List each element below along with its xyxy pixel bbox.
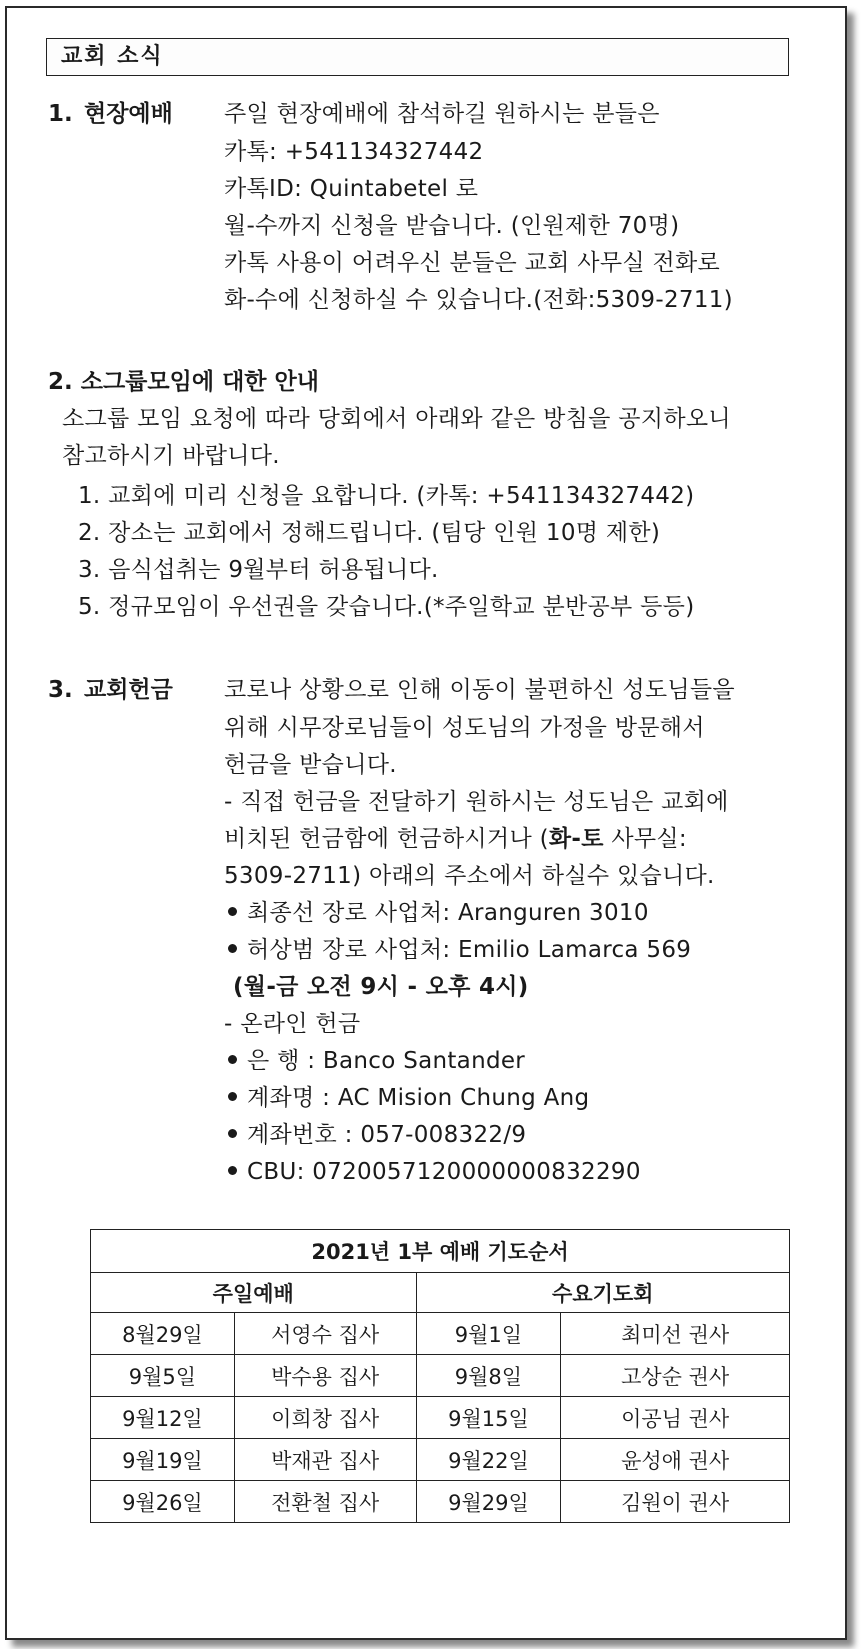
s3-bank: 은 행 : Banco Santander — [224, 1046, 525, 1076]
wednesday-leader: 최미선 권사 — [561, 1313, 790, 1355]
s3-line-5-post: 사무실: — [603, 826, 687, 852]
sunday-date: 9월12일 — [91, 1397, 235, 1439]
s3-account-name: 계좌명 : AC Mision Chung Ang — [224, 1083, 589, 1113]
s3-line-4: - 직접 헌금을 전달하기 원하시는 성도님은 교회에 — [224, 789, 729, 815]
prayer-schedule-table — [90, 1229, 790, 1523]
s1-number: 1. — [48, 101, 73, 127]
bullet-icon — [228, 944, 237, 953]
s1-line-3: 카톡ID: Quintabetel 로 — [224, 176, 479, 202]
s3-account-no: 계좌번호 : 057-008322/9 — [224, 1120, 526, 1150]
wednesday-leader: 이공님 권사 — [561, 1397, 790, 1439]
wednesday-date: 9월29일 — [416, 1481, 561, 1523]
s1-line-6: 화-수에 신청하실 수 있습니다.(전화:5309-2711) — [224, 287, 733, 313]
sunday-date: 8월29일 — [91, 1313, 235, 1355]
s1-heading: 현장예배 — [84, 101, 173, 127]
s2-item-3: 3. 음식섭취는 9월부터 허용됩니다. — [78, 557, 439, 583]
bullet-icon — [228, 1166, 237, 1175]
s3-line-1: 코로나 상황으로 인해 이동이 불편하신 성도님들을 — [224, 677, 735, 703]
s2-item-4: 5. 정규모임이 우선권을 갖습니다.(*주일학교 분반공부 등등) — [78, 594, 695, 620]
wednesday-date: 9월22일 — [416, 1439, 561, 1481]
table-row — [91, 1355, 790, 1397]
sunday-service-header: 주일예배 — [91, 1273, 417, 1313]
s3-line-5-pre: 비치된 헌금함에 헌금하시거나 ( — [224, 826, 549, 852]
s1-line-5: 카톡 사용이 어려우신 분들은 교회 사무실 전화로 — [224, 250, 721, 276]
sunday-leader: 이희창 집사 — [234, 1397, 416, 1439]
bullet-icon — [228, 1092, 237, 1101]
bullet-icon — [228, 1055, 237, 1064]
s2-item-1: 1. 교회에 미리 신청을 요합니다. (카톡: +541134327442) — [78, 483, 695, 509]
sunday-leader: 서영수 집사 — [234, 1313, 416, 1355]
s3-elder-2: 허상범 장로 사업처: Emilio Lamarca 569 — [224, 935, 691, 965]
wednesday-date: 9월15일 — [416, 1397, 561, 1439]
s1-line-1: 주일 현장예배에 참석하길 원하시는 분들은 — [224, 101, 660, 127]
s1-line-4: 월-수까지 신청을 받습니다. (인원제한 70명) — [224, 213, 680, 239]
s2-item-2: 2. 장소는 교회에서 정해드립니다. (팀당 인원 10명 제한) — [78, 520, 661, 546]
table-row — [91, 1397, 790, 1439]
s3-office-days: 화-토 — [548, 826, 604, 852]
s3-line-6: 5309-2711) 아래의 주소에서 하실수 있습니다. — [224, 863, 715, 889]
bullet-icon — [228, 907, 237, 916]
s3-number: 3. — [48, 677, 73, 703]
s3-heading: 교회헌금 — [84, 677, 173, 703]
s3-cbu: CBU: 0720057120000000832290 — [224, 1157, 641, 1187]
sunday-leader: 전환철 집사 — [234, 1481, 416, 1523]
s2-intro-2: 참고하시기 바랍니다. — [62, 443, 280, 469]
s2-heading: 2. 소그룹모임에 대한 안내 — [48, 369, 319, 395]
table-title: 2021년 1부 예배 기도순서 — [91, 1230, 790, 1273]
s3-hours: (월-금 오전 9시 - 오후 4시) — [233, 974, 529, 1000]
wednesday-prayer-header: 수요기도회 — [416, 1273, 789, 1313]
table-row — [91, 1313, 790, 1355]
sunday-date: 9월19일 — [91, 1439, 235, 1481]
sunday-date: 9월5일 — [91, 1355, 235, 1397]
sunday-leader: 박수용 집사 — [234, 1355, 416, 1397]
section-title: 교회 소식 — [46, 38, 789, 76]
s3-elder-1: 최종선 장로 사업처: Aranguren 3010 — [224, 898, 649, 928]
s3-online: - 온라인 헌금 — [224, 1011, 361, 1037]
wednesday-leader: 고상순 권사 — [561, 1355, 790, 1397]
s3-line-3: 헌금을 받습니다. — [224, 752, 397, 778]
table-row — [91, 1481, 790, 1523]
sunday-date: 9월26일 — [91, 1481, 235, 1523]
s3-line-2: 위해 시무장로님들이 성도님의 가정을 방문해서 — [224, 715, 705, 741]
wednesday-leader: 윤성애 권사 — [561, 1439, 790, 1481]
table-row — [91, 1439, 790, 1481]
sunday-leader: 박재관 집사 — [234, 1439, 416, 1481]
wednesday-date: 9월8일 — [416, 1355, 561, 1397]
bullet-icon — [228, 1129, 237, 1138]
s3-line-5 — [224, 824, 687, 854]
s2-intro-1: 소그룹 모임 요청에 따라 당회에서 아래와 같은 방침을 공지하오니 — [62, 406, 731, 432]
wednesday-date: 9월1일 — [416, 1313, 561, 1355]
s1-line-2: 카톡: +541134327442 — [224, 139, 484, 165]
wednesday-leader: 김원이 권사 — [561, 1481, 790, 1523]
